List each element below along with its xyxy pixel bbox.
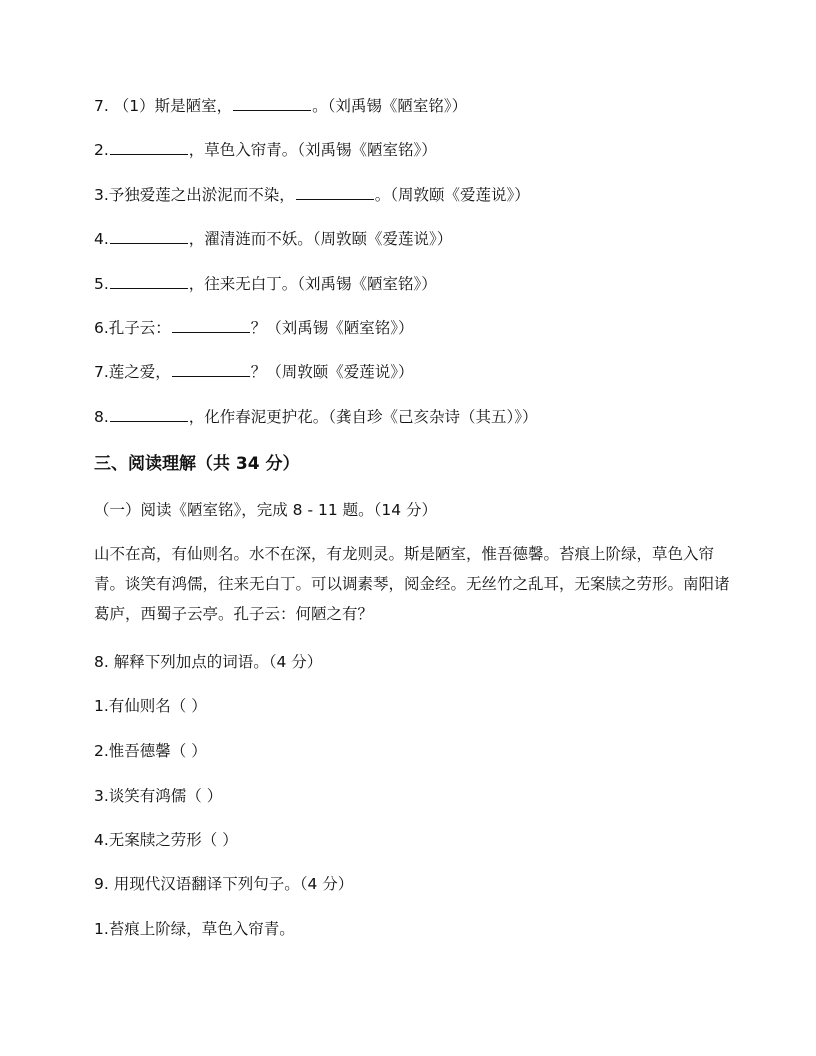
blank-line-2-post: ，草色入帘青。（刘禹锡《陋室铭》） — [188, 141, 437, 159]
blank-line-5-post: ，往来无白丁。（刘禹锡《陋室铭》） — [188, 275, 437, 293]
blank-line-5-pre: 5. — [94, 275, 109, 293]
blank-line-3 — [94, 185, 530, 205]
question-8: 8. 解释下列加点的词语。（4 分） — [94, 653, 323, 671]
blank-line-4 — [94, 229, 452, 249]
blank-line-2 — [94, 140, 437, 160]
answer-blank[interactable] — [110, 274, 188, 289]
blank-line-4-pre: 4. — [94, 230, 109, 248]
section-heading: 三、阅读理解（共 34 分） — [94, 454, 300, 474]
blank-line-6-post: ？（刘禹锡《陋室铭》） — [250, 319, 414, 337]
passage-text: 山不在高，有仙则名。水不在深，有龙则灵。斯是陋室，惟吾德馨。苔痕上阶绿，草色入帘青。谈笑有鸿儒，往来无白丁。可以调素琴，阅金经。无丝竹之乱耳，无案牍之劳形。南阳诸葛庐，西蜀子云亭。孔子云：何陋之有？ — [94, 545, 730, 623]
blank-line-8 — [94, 407, 538, 427]
blank-line-3-pre: 3.予独爱莲之出淤泥而不染， — [94, 186, 295, 204]
answer-blank[interactable] — [110, 407, 188, 422]
answer-blank[interactable] — [172, 362, 250, 377]
blank-line-7-post: ？（周敦颐《爱莲说》） — [250, 363, 414, 381]
answer-blank[interactable] — [296, 185, 374, 200]
q9-item-1: 1.苔痕上阶绿，草色入帘青。 — [94, 920, 295, 938]
blank-line-3-post: 。（周敦颐《爱莲说》） — [374, 186, 530, 204]
q8-item-2: 2.惟吾德馨（ ） — [94, 742, 207, 760]
blank-line-6 — [94, 318, 414, 338]
blank-line-4-post: ，濯清涟而不妖。（周敦颐《爱莲说》） — [188, 230, 453, 248]
question-9: 9. 用现代汉语翻译下列句子。（4 分） — [94, 875, 354, 893]
q8-item-4: 4.无案牍之劳形（ ） — [94, 831, 238, 849]
blank-line-8-post: ，化作春泥更护花。（龚自珍《己亥杂诗（其五）》） — [188, 408, 538, 426]
blank-line-6-pre: 6.孔子云： — [94, 319, 171, 337]
blank-line-8-pre: 8. — [94, 408, 109, 426]
blank-line-1-post: 。（刘禹锡《陋室铭》） — [312, 97, 468, 115]
answer-blank[interactable] — [233, 96, 311, 111]
answer-blank[interactable] — [110, 229, 188, 244]
blank-line-2-pre: 2. — [94, 141, 109, 159]
answer-blank[interactable] — [172, 318, 250, 333]
q8-item-1: 1.有仙则名（ ） — [94, 697, 207, 715]
q8-item-3: 3.谈笑有鸿儒（ ） — [94, 787, 223, 805]
blank-line-5 — [94, 274, 437, 294]
blank-line-7-pre: 7.莲之爱， — [94, 363, 171, 381]
blank-line-7 — [94, 362, 414, 382]
blank-line-1 — [94, 96, 467, 116]
reading-intro: （一）阅读《陋室铭》，完成 8 - 11 题。（14 分） — [94, 501, 438, 519]
blank-line-1-pre: 7. （1）斯是陋室， — [94, 97, 233, 115]
answer-blank[interactable] — [110, 140, 188, 155]
